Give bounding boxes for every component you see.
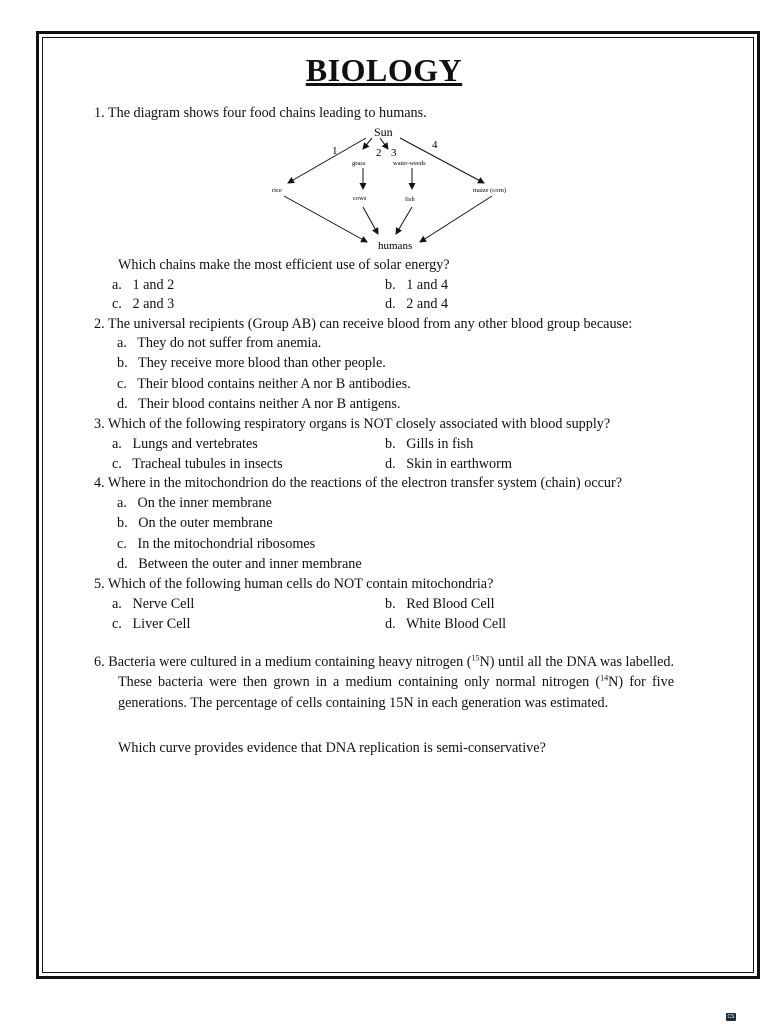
q6-sup-14: 14 (600, 673, 609, 683)
q6-text-part1: 6. Bacteria were cultured in a medium containing heavy nitrogen ( (94, 654, 472, 670)
scanner-badge: CS (727, 1014, 735, 1020)
q5-option-a: a. Nerve Cell (112, 596, 195, 612)
arrow-rice-humans (284, 196, 367, 242)
label-chain-4: 4 (432, 139, 438, 151)
q6-paragraph (94, 652, 674, 713)
label-fish: fish (405, 196, 415, 203)
q2-option-c: c. Their blood contains neither A nor B antibodies. (117, 376, 411, 392)
q3-stem: 3. Which of the following respiratory organs is NOT closely associated with blood supply? (94, 416, 611, 432)
food-chain-diagram (260, 122, 530, 252)
q1-option-c: c. 2 and 3 (112, 296, 175, 312)
label-sun: Sun (374, 125, 393, 139)
q5-option-d: d. White Blood Cell (385, 616, 507, 632)
label-rice: rice (272, 187, 282, 194)
q5-option-c: c. Liver Cell (112, 616, 191, 632)
q3-option-c: c. Tracheal tubules in insects (112, 456, 283, 472)
q4-option-c: c. In the mitochondrial ribosomes (117, 536, 316, 552)
label-chain-2: 2 (376, 147, 382, 159)
q2-option-d: d. Their blood contains neither A nor B antigens. (117, 396, 401, 412)
q6-text-part3: N) for five generations. The percentage of cells containing 15N in each generation was estimated. (118, 674, 675, 711)
label-water-weeds: water-weeds (393, 160, 426, 167)
q3-option-b: b. Gills in fish (385, 436, 474, 452)
label-chain-3: 3 (391, 147, 397, 159)
arrow-maize-humans (420, 196, 492, 242)
arrow-sun-grass (363, 138, 372, 149)
q4-stem: 4. Where in the mitochondrion do the reactions of the electron transfer system (chain) occur? (94, 475, 623, 491)
q1-question: Which chains make the most efficient use of solar energy? (118, 257, 450, 273)
q3-option-d: d. Skin in earthworm (385, 456, 512, 472)
label-humans: humans (378, 240, 413, 252)
q6-sup-15: 15 (471, 653, 480, 663)
q4-option-a: a. On the inner membrane (117, 495, 272, 511)
q1-stem: 1. The diagram shows four food chains leading to humans. (94, 105, 427, 121)
q5-option-b: b. Red Blood Cell (385, 596, 495, 612)
label-cows: cows (353, 195, 367, 202)
q2-option-b: b. They receive more blood than other people. (117, 355, 386, 371)
label-chain-1: 1 (332, 145, 338, 157)
page-title: BIOLOGY (305, 52, 463, 88)
q4-option-d: d. Between the outer and inner membrane (117, 556, 362, 572)
arrow-fish-humans (396, 207, 412, 234)
q6-question: Which curve provides evidence that DNA replication is semi-conservative? (118, 740, 546, 756)
q4-option-b: b. On the outer membrane (117, 515, 273, 531)
q2-stem: 2. The universal recipients (Group AB) can receive blood from any other blood group because: (94, 316, 633, 332)
q2-option-a: a. They do not suffer from anemia. (117, 335, 322, 351)
q5-stem: 5. Which of the following human cells do NOT contain mitochondria? (94, 576, 494, 592)
label-grass: grass (352, 160, 366, 167)
arrow-cows-humans (363, 207, 378, 234)
q6-text-part2: N) until all the DNA was labelled. These bacteria were then grown in a medium containing only normal nitrogen ( (118, 654, 675, 691)
label-maize: maize (corn) (473, 187, 507, 194)
q1-option-a: a. 1 and 2 (112, 277, 175, 293)
q1-option-b: b. 1 and 4 (385, 277, 449, 293)
q3-option-a: a. Lungs and vertebrates (112, 436, 258, 452)
q1-option-d: d. 2 and 4 (385, 296, 449, 312)
